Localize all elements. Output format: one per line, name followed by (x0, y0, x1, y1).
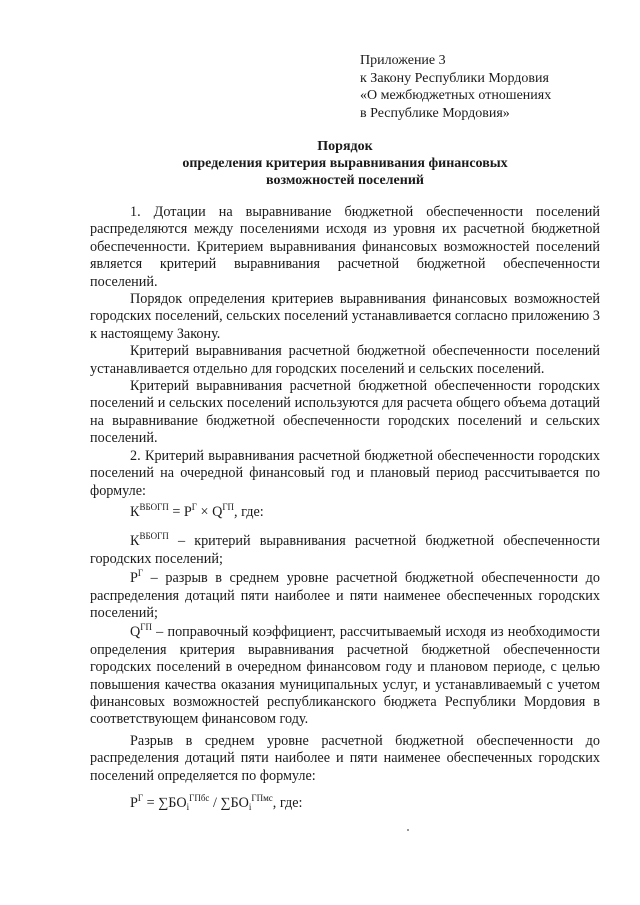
title-line: возможностей поселений (266, 173, 424, 188)
formula-gap: $Р^Г = \sum БО_i^{ГПбс} / \sum БО_i^{ГПмс}$, где: (130, 793, 303, 812)
definition-k: $К^{ВБОГП}$ – критерий выравнивания расчетной бюджетной обеспеченности городских поселений; (90, 531, 600, 567)
document-body (90, 204, 600, 812)
appendix-header (360, 52, 620, 122)
paragraph: Разрыв в среднем уровне расчетной бюджетной обеспеченности до распределения дотаций пяти наиболее и пяти наименее обеспеченных городских поселений определяется по формуле: (90, 732, 600, 784)
title-line: определения критерия выравнивания финансовых (182, 156, 508, 171)
document-title (90, 138, 600, 189)
paragraph: Критерий выравнивания расчетной бюджетной обеспеченности городских поселений и сельских поселений используются для расчета общего объема дотаций на выравнивание бюджетной обеспеченности городских поселений и сельских поселений. (90, 378, 600, 447)
formula-criterion: $К^{ВБОГП} = Р^Г \times Q^{ГП}$, где: (130, 501, 264, 520)
title-line: Порядок (317, 139, 373, 154)
appendix-line: в Республике Мордовия» (360, 105, 510, 121)
definition-q: $Q^{ГП}$ – поправочный коэффициент, рассчитываемый исходя из необходимости определения критерия выравнивания расчетной бюджетной обеспеченности городских поселений в очередном финансовом году и плановом периоде, с целью повышения качества оказания муниципальных услуг, и устанавливаемый с учетом финансовых возможностей республиканского бюджета Республики Мордовия в соответствующем финансовом году. (90, 622, 600, 728)
scan-speck (407, 829, 409, 831)
paragraph: Порядок определения критериев выравнивания финансовых возможностей городских поселений, сельских поселений устанавливается согласно приложению 3 к настоящему Закону. (90, 291, 600, 342)
appendix-line: к Закону Республики Мордовия (360, 70, 549, 86)
paragraph: Критерий выравнивания расчетной бюджетной обеспеченности поселений устанавливается отдельно для городских поселений и сельских поселений. (90, 343, 600, 377)
appendix-line: Приложение 3 (360, 53, 446, 68)
paragraph: 1. Дотации на выравнивание бюджетной обеспеченности поселений распределяются между поселениями исходя из уровня их расчетной бюджетной обеспеченности. Критерием выравнивания финансовых возможностей поселений является критерий выравнивания расчетной бюджетной обеспеченности поселений. (90, 204, 600, 290)
paragraph: 2. Критерий выравнивания расчетной бюджетной обеспеченности городских поселений на очередной финансовый год и плановый период рассчитывается по формуле: (90, 447, 600, 499)
definition-r: $Р^Г$ – разрыв в среднем уровне расчетной бюджетной обеспеченности до распределения дотаций пяти наиболее и пяти наименее обеспеченных городских поселений; (90, 568, 600, 621)
appendix-line: «О межбюджетных отношениях (360, 88, 552, 103)
